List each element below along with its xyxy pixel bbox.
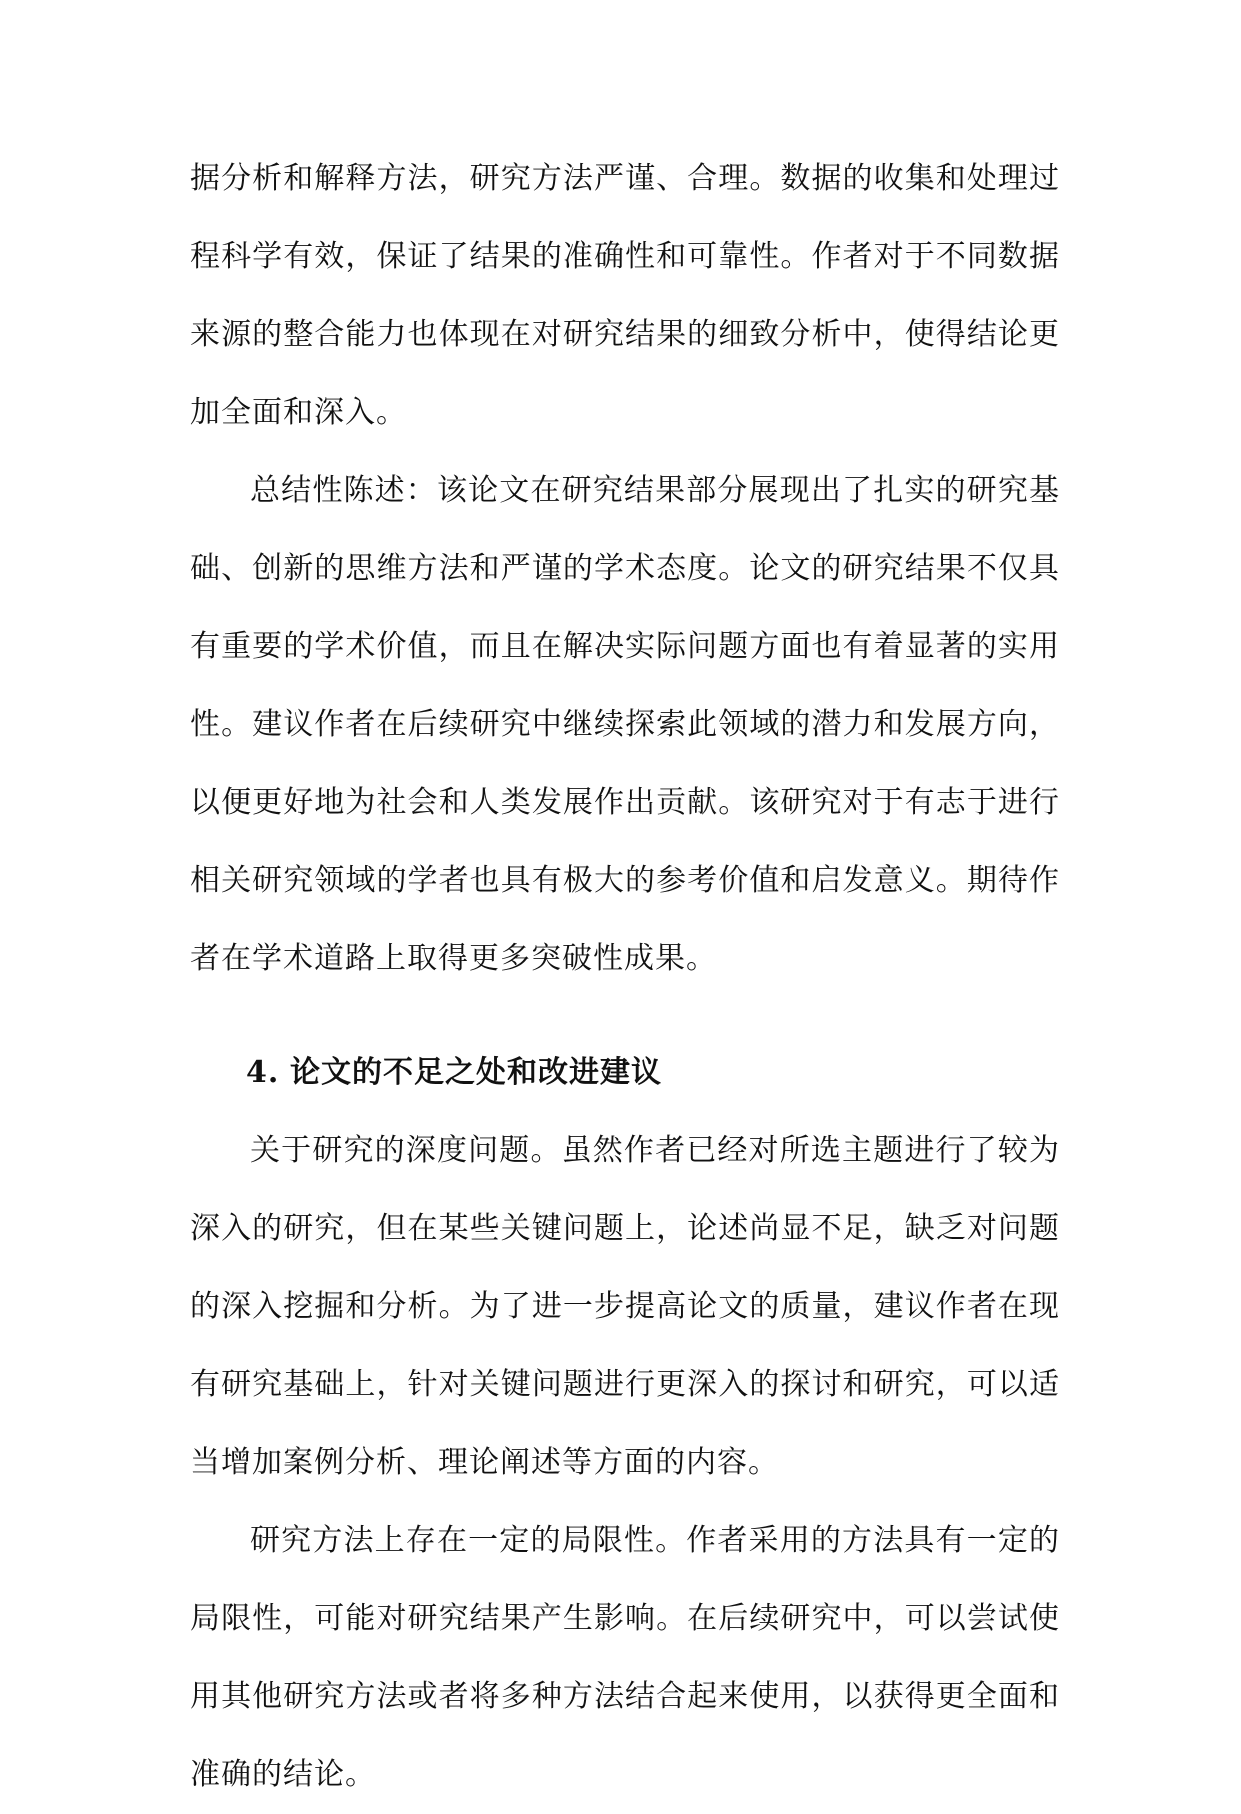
document-body bbox=[190, 140, 1060, 1814]
paragraph-method-limitations: 研究方法上存在一定的局限性。作者采用的方法具有一定的局限性，可能对研究结果产生影响。在后续研究中，可以尝试使用其他研究方法或者将多种方法结合起来使用，以获得更全面和准确的结论。 bbox=[190, 1523, 1060, 1792]
paragraph-methods-continued: 据分析和解释方法，研究方法严谨、合理。数据的收集和处理过程科学有效，保证了结果的准确性和可靠性。作者对于不同数据来源的整合能力也体现在对研究结果的细致分析中，使得结论更加全面和深入。 bbox=[190, 161, 1060, 430]
paragraph-summary: 总结性陈述：该论文在研究结果部分展现出了扎实的研究基础、创新的思维方法和严谨的学术态度。论文的研究结果不仅具有重要的学术价值，而且在解决实际问题方面也有着显著的实用性。建议作者在后续研究中继续探索此领域的潜力和发展方向，以便更好地为社会和人类发展作出贡献。该研究对于有志于进行相关研究领域的学者也具有极大的参考价值和启发意义。期待作者在学术道路上取得更多突破性成果。 bbox=[190, 473, 1060, 976]
section-number: 4. bbox=[246, 1055, 280, 1090]
paragraph-depth-issue: 关于研究的深度问题。虽然作者已经对所选主题进行了较为深入的研究，但在某些关键问题上，论述尚显不足，缺乏对问题的深入挖掘和分析。为了进一步提高论文的质量，建议作者在现有研究基础上，针对关键问题进行更深入的探讨和研究，可以适当增加案例分析、理论阐述等方面的内容。 bbox=[190, 1133, 1060, 1480]
section-heading bbox=[190, 1034, 1060, 1112]
section-title: 论文的不足之处和改进建议 bbox=[290, 1055, 662, 1090]
